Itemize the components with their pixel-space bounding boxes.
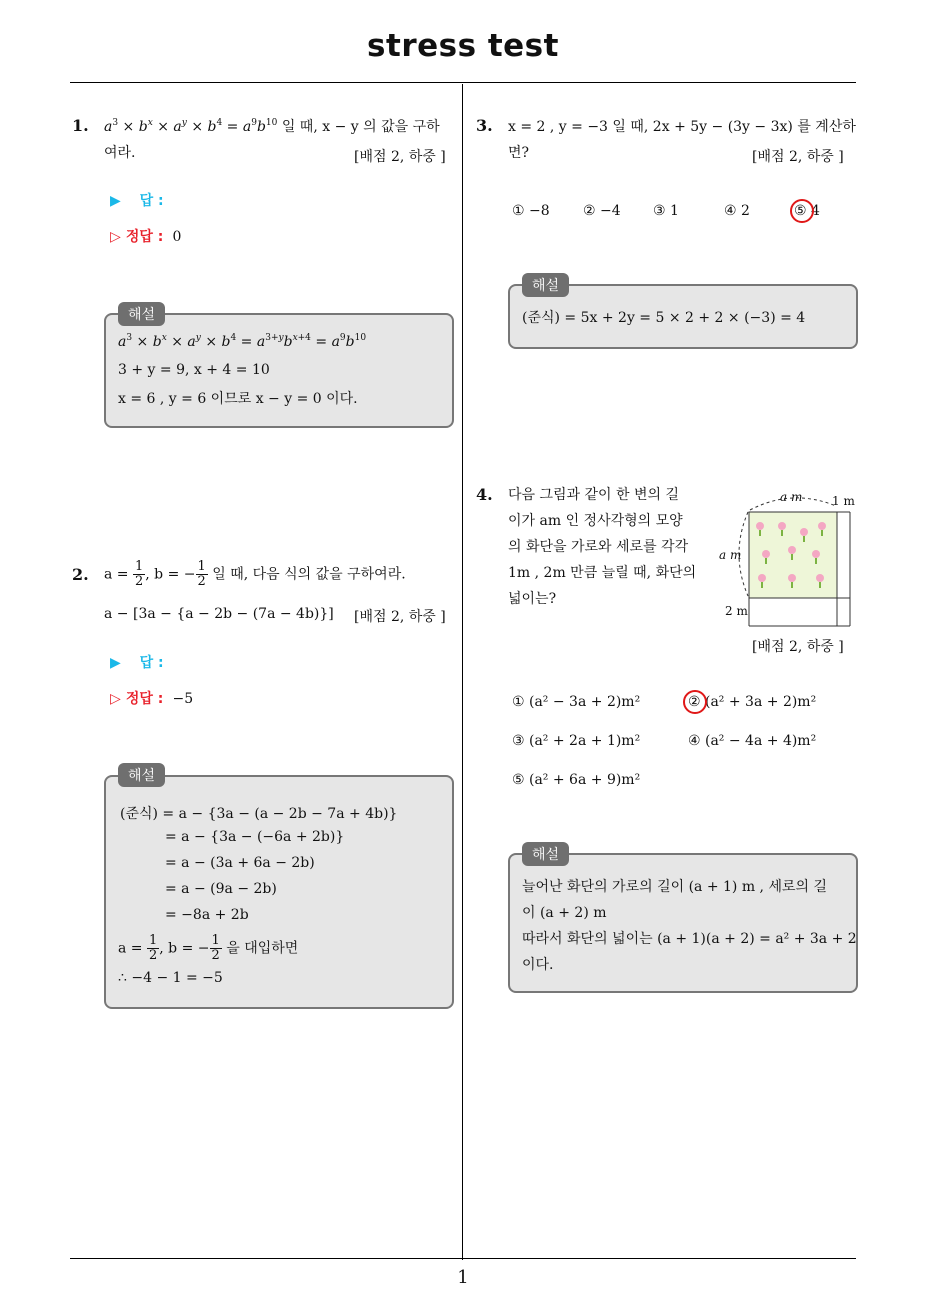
question-condition: a = $\frac{1}{2}$ , b = − $\frac{1}{2}$ 일 때, 다음 식의 값을 구하여라. <box>104 559 406 589</box>
choice-1[interactable]: ① −8 <box>512 203 550 219</box>
selected-answer-mark-icon <box>790 199 814 223</box>
choice-1[interactable]: ① (a² − 3a + 2)m² <box>512 694 641 710</box>
correct-value: 0 <box>172 229 182 245</box>
correct-label: 정답 : <box>125 229 164 245</box>
explanation-line-1: $a^3 \times b^x \times a^y \times b^4 = a^{3+y}b^{x+4} = a^9b^{10}$ <box>118 333 367 350</box>
question-number: 4. <box>476 485 493 504</box>
explanation-line-2: 3 + y = 9, x + 4 = 10 <box>118 362 270 378</box>
footer-divider <box>70 1258 856 1259</box>
choice-3[interactable]: ③ (a² + 2a + 1)m² <box>512 733 641 749</box>
explanation-final: ∴ −4 − 1 = −5 <box>118 970 223 986</box>
explanation-tab: 해설 <box>118 763 165 787</box>
answer-row <box>110 652 164 672</box>
score-tag: [배점 2, 하중 ] <box>354 149 446 165</box>
explanation-step-5: = −8a + 2b <box>165 907 249 923</box>
question-number: 2. <box>72 565 89 584</box>
figure-label-right-top: 1 m <box>832 494 855 508</box>
play-triangle-icon: ▶ <box>110 193 121 209</box>
explanation-tab: 해설 <box>522 273 569 297</box>
explanation-step-4: = a − (9a − 2b) <box>165 881 277 897</box>
page-number: 1 <box>457 1267 469 1288</box>
question-number: 1. <box>72 116 89 135</box>
question-line-1: 다음 그림과 같이 한 변의 길 <box>508 487 680 503</box>
choice-2[interactable]: ② (a² + 3a + 2)m² <box>688 694 817 710</box>
correct-answer-row <box>110 688 193 708</box>
question-line-3: 의 화단을 가로와 세로를 각각 <box>508 539 689 555</box>
question-text-line2: 여라. <box>104 145 136 161</box>
explanation-step-2: = a − {3a − (−6a + 2b)} <box>165 829 345 845</box>
score-tag: [배점 2, 하중 ] <box>354 609 446 625</box>
choice-2[interactable]: ② −4 <box>583 203 621 219</box>
answer-label: 답 : <box>139 193 164 209</box>
question-line-2: 이가 am 인 정사각형의 모양 <box>508 513 683 529</box>
outline-triangle-icon: ▷ <box>110 691 121 707</box>
explanation-line-3: 따라서 화단의 넓이는 (a + 1)(a + 2) = a² + 3a + 2 <box>522 931 857 947</box>
choice-4[interactable]: ④ 2 <box>724 203 750 219</box>
outline-triangle-icon: ▷ <box>110 229 121 245</box>
explanation-step-3: = a − (3a + 6a − 2b) <box>165 855 315 871</box>
answer-label: 답 : <box>139 655 164 671</box>
question-text: $a^3 \times b^x \times a^y \times b^4 = a^9b^{10}$ 일 때, x − y 의 값을 구하 <box>104 118 440 135</box>
choice-4[interactable]: ④ (a² − 4a + 4)m² <box>688 733 817 749</box>
explanation-tab: 해설 <box>118 302 165 326</box>
question-expression: a − [3a − {a − 2b − (7a − 4b)}] <box>104 606 334 622</box>
question-line-5: 넓이는? <box>508 591 557 607</box>
question-number: 3. <box>476 116 493 135</box>
explanation-line: (준식) = 5x + 2y = 5 × 2 + 2 × (−3) = 4 <box>522 310 806 326</box>
question-text-line2: 면? <box>508 145 530 161</box>
score-tag: [배점 2, 하중 ] <box>752 149 844 165</box>
explanation-tab: 해설 <box>522 842 569 866</box>
score-tag: [배점 2, 하중 ] <box>752 639 844 655</box>
correct-answer-row <box>110 226 181 246</box>
selected-answer-mark-icon <box>683 690 707 714</box>
explanation-box <box>508 853 858 993</box>
explanation-line-4: 이다. <box>522 957 554 973</box>
figure-label-bottom: 2 m <box>725 604 748 618</box>
question-line-4: 1m , 2m 만큼 늘릴 때, 화단의 <box>508 565 697 581</box>
explanation-line-2: 이 (a + 2) m <box>522 905 607 921</box>
explanation-substitution: a = $\frac{1}{2}$ , b = − $\frac{1}{2}$ 을 대입하면 <box>118 933 299 963</box>
play-triangle-icon: ▶ <box>110 655 121 671</box>
column-divider <box>462 84 463 1260</box>
choice-3[interactable]: ③ 1 <box>653 203 679 219</box>
question-text: x = 2 , y = −3 일 때, 2x + 5y − (3y − 3x) 를 계산하 <box>508 119 856 135</box>
correct-value: −5 <box>172 691 194 707</box>
choice-5[interactable]: ⑤ 4 <box>794 203 820 219</box>
answer-row <box>110 190 164 210</box>
explanation-step-1: (준식) = a − {3a − (a − 2b − 7a + 4b)} <box>120 806 398 822</box>
choice-5[interactable]: ⑤ (a² + 6a + 9)m² <box>512 772 641 788</box>
figure-label-top: a m <box>780 490 803 504</box>
page-title: stress test <box>367 28 559 64</box>
explanation-line-3: x = 6 , y = 6 이므로 x − y = 0 이다. <box>118 391 358 407</box>
figure-label-left: a m <box>719 548 742 562</box>
correct-label: 정답 : <box>125 691 164 707</box>
header-divider <box>70 82 856 83</box>
explanation-line-1: 늘어난 화단의 가로의 길이 (a + 1) m , 세로의 길 <box>522 879 827 895</box>
